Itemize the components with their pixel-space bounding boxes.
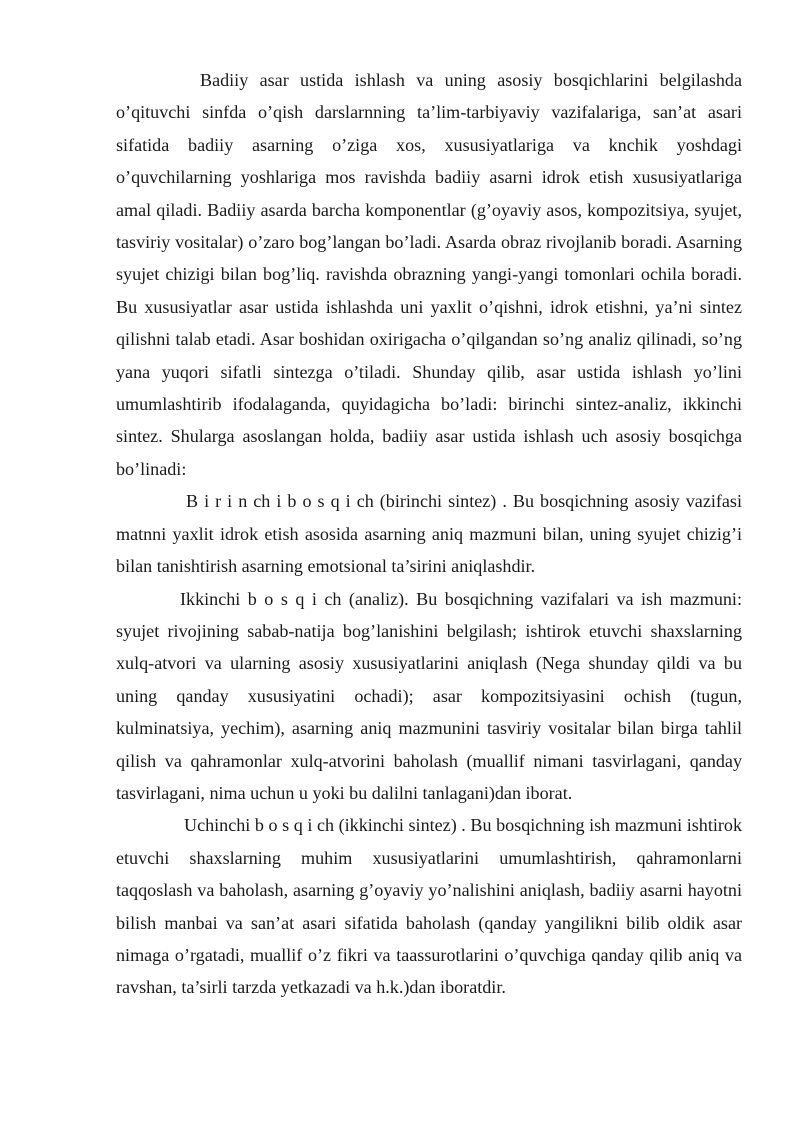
document-page <box>116 64 742 1004</box>
paragraph-third-stage: Uchinchi b o s q i ch (ikkinchi sintez) . Bu bosqichning ish mazmuni ishtirok etuvchi shaxslarning muhim xususiyatlarini umumlashtirish, qahramonlarni taqqoslash va baholash, asarning g’oyaviy yo’nalishini aniqlash, badiiy asarni hayotni bilish manbai va san’at asari sifatida baholash (qanday yangilikni bilib oldik asar nimaga o’rgatadi, muallif o’z fikri va taassurotlarini o’quvchiga qanday qilib aniq va ravshan, ta’sirli tarzda yetkazadi va h.k.)dan iboratdir. <box>116 815 742 998</box>
paragraph-first-stage: B i r i n ch i b o s q i ch (birinchi sintez) . Bu bosqichning asosiy vazifasi matnni yaxlit idrok etish asosida asarning aniq mazmuni bilan, uning syujet chizig’i bilan tanishtirish asarning emotsional ta’sirini aniqlashdir. <box>116 491 742 577</box>
paragraph-second-stage: Ikkinchi b o s q i ch (analiz). Bu bosqichning vazifalari va ish mazmuni: syujet rivojining sabab-natija bog’lanishini belgilash; ishtirok etuvchi shaxslarning xulq-atvori va ularning asosiy xususiyatlarini aniqlash (Nega shunday qildi va bu uning qanday xususiyatini ochadi); asar kompozitsiyasini ochish (tugun, kulminatsiya, yechim), asarning aniq mazmunini tasviriy vositalar bilan birga tahlil qilish va qahramonlar xulq-atvorini baholash (muallif nimani tasvirlagani, qanday tasvirlagani, nima uchun u yoki bu dalilni tanlagani)dan iborat. <box>116 588 742 803</box>
paragraph-intro: Badiiy asar ustida ishlash va uning asosiy bosqichlarini belgilashda o’qituvchi sinfda o’qish darslarnning ta’lim-tarbiyaviy vazifalariga, san’at asari sifatida badiiy asarning o’ziga xos, xususiyatlariga va knchik yoshdagi o’quvchilarning yoshlariga mos ravishda badiiy asarni idrok etish xususiyatlariga amal qiladi. Badiiy asarda barcha komponentlar (g’oyaviy asos, kompozitsiya, syujet, tasviriy vositalar) o’zaro bog’langan bo’ladi. Asarda obraz rivojlanib boradi. Asarning syujet chizigi bilan bog’liq. ravishda obrazning yangi-yangi tomonlari ochila boradi. Bu xususiyatlar asar ustida ishlashda uni yaxlit o’qishni, idrok etishni, ya’ni sintez qilishni talab etadi. Asar boshidan oxirigacha o’qilgandan so’ng analiz qilinadi, so’ng yana yuqori sifatli sintezga o’tiladi. Shunday qilib, asar ustida ishlash yo’lini umumlashtirib ifodalaganda, quyidagicha bo’ladi: birinchi sintez-analiz, ikkinchi sintez. Shularga asoslangan holda, badiiy asar ustida ishlash uch asosiy bosqichga bo’linadi: <box>116 70 742 479</box>
